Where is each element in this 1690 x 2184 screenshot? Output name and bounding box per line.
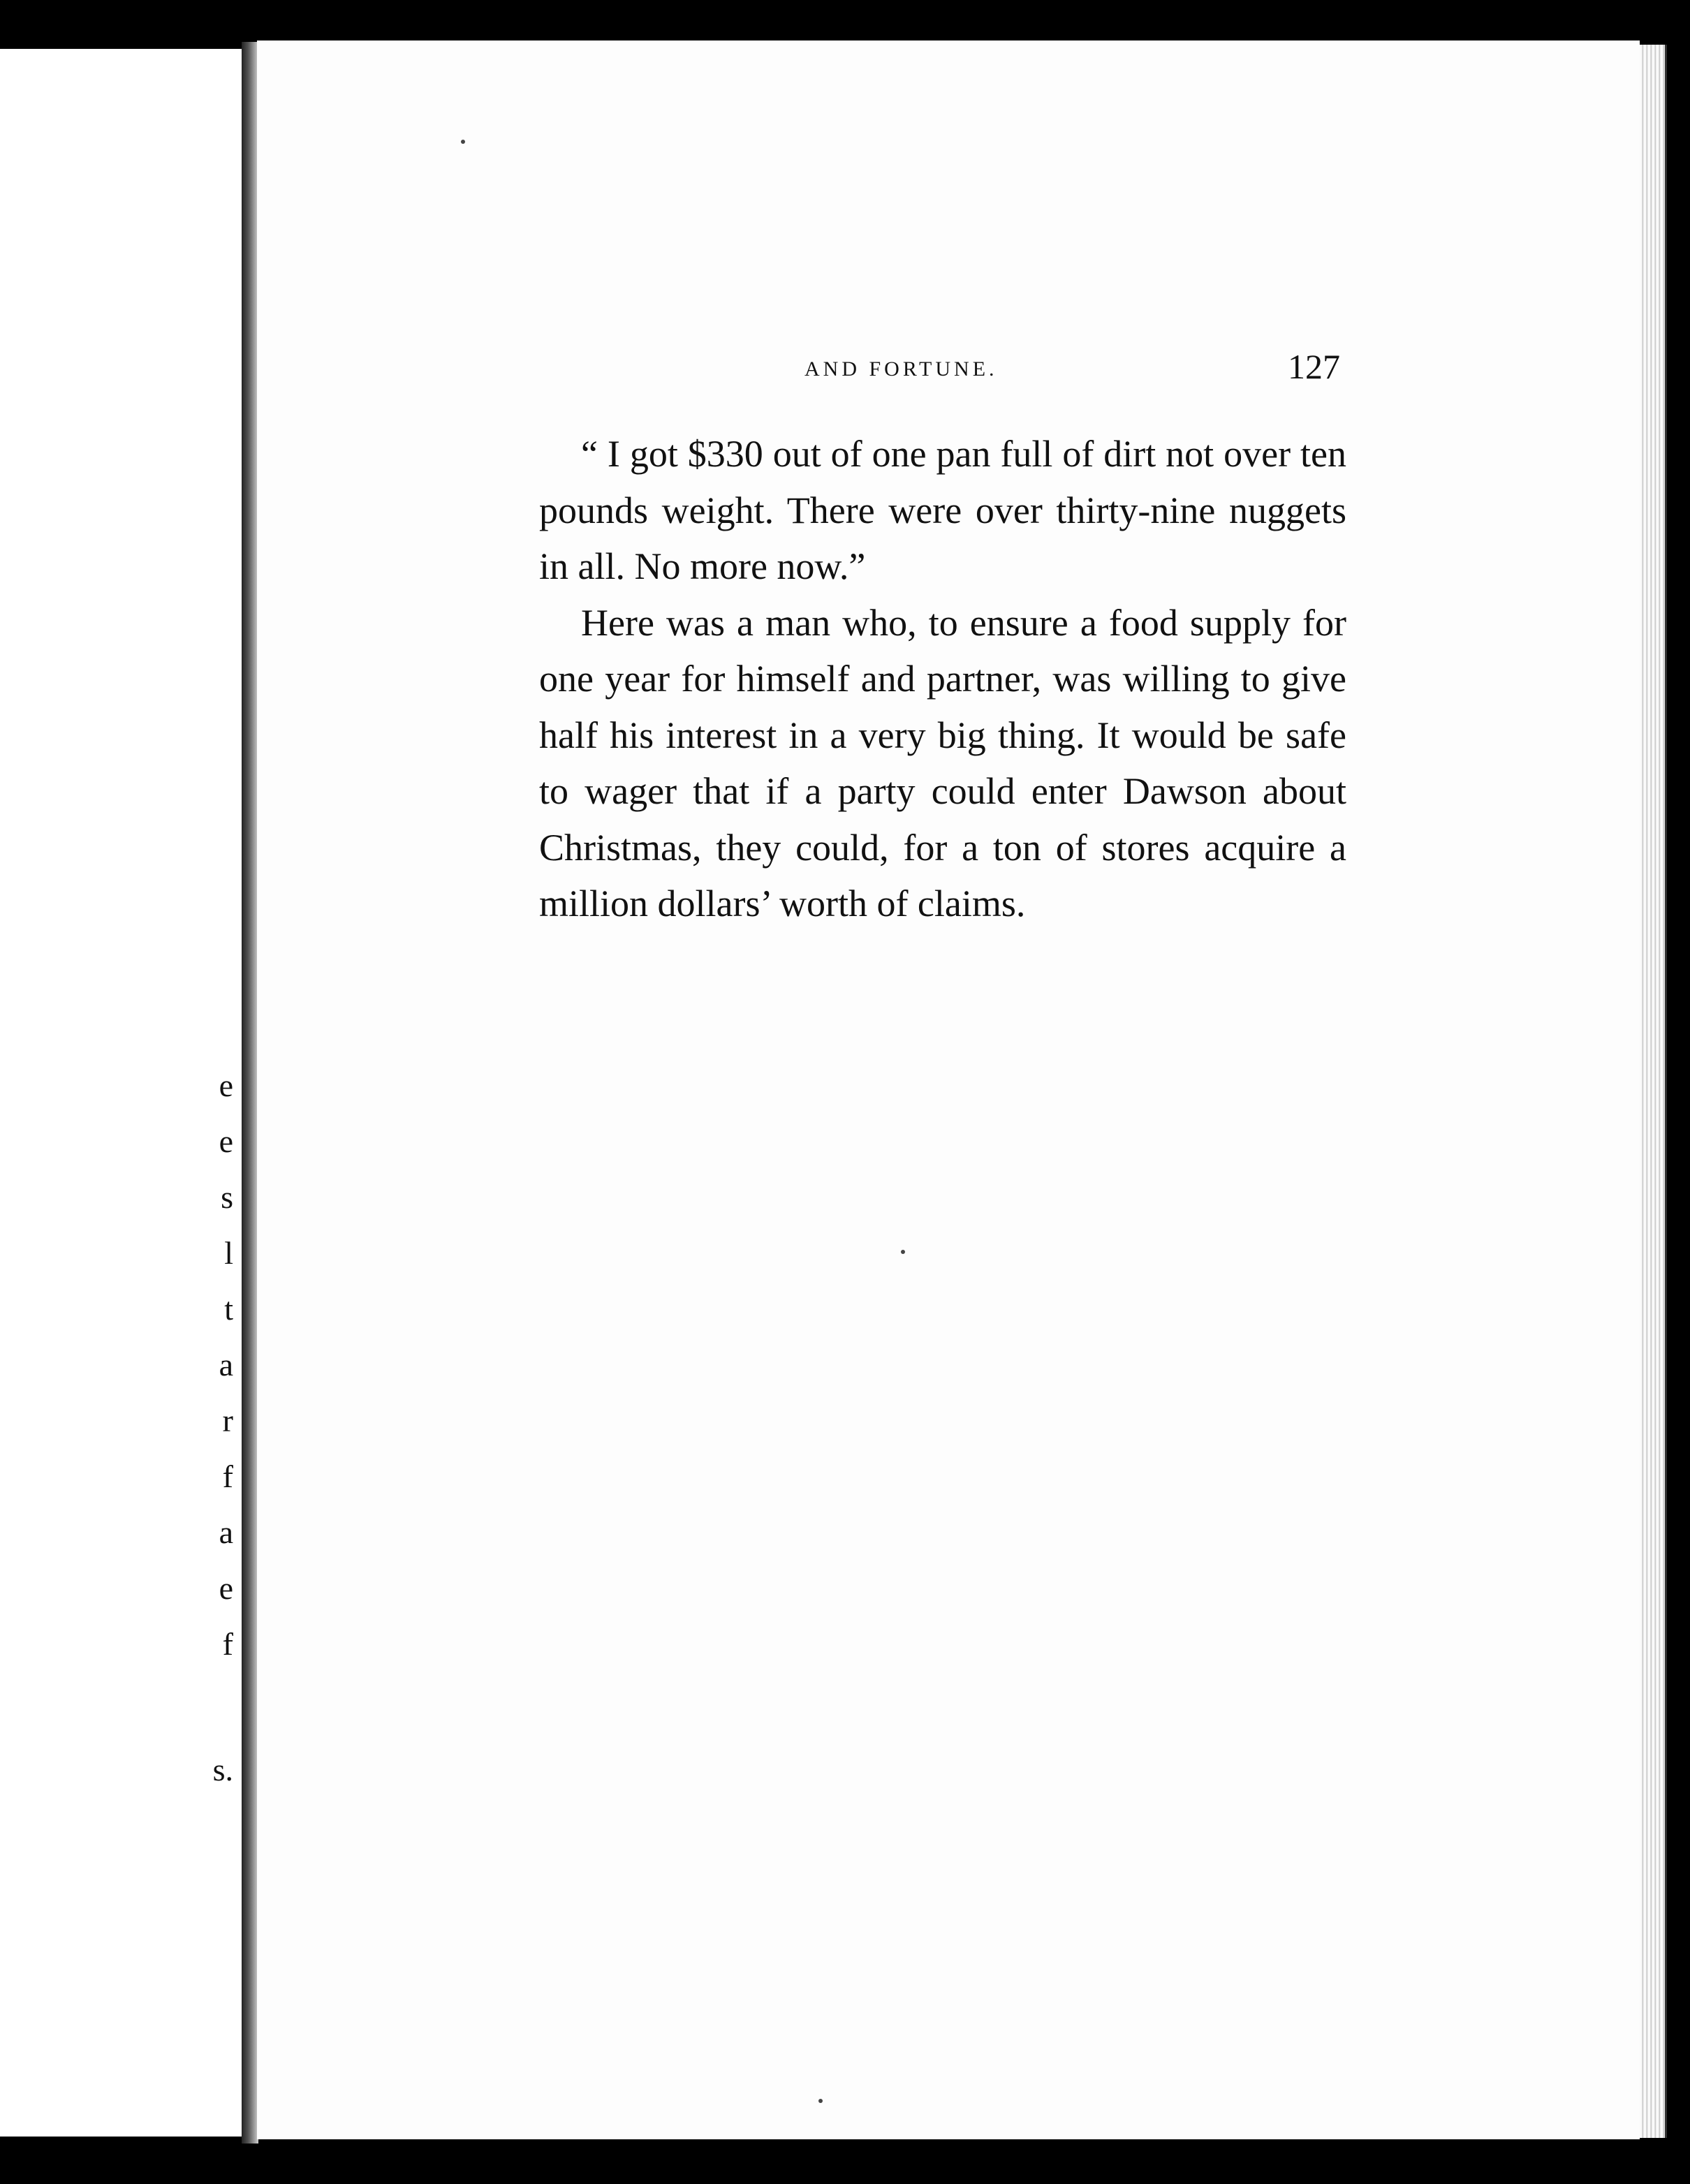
edge-letter: s. — [212, 1752, 233, 1787]
left-page-cropped-text — [212, 49, 233, 2137]
page-number: 127 — [1288, 347, 1340, 386]
edge-letter: f — [222, 1626, 233, 1662]
right-page — [257, 40, 1640, 2139]
scan-speck — [461, 140, 465, 144]
running-head: AND FORTUNE. — [804, 357, 998, 381]
edge-letter: t — [224, 1291, 233, 1327]
body-text — [539, 426, 1346, 932]
edge-letter: l — [224, 1235, 233, 1271]
edge-letter: f — [222, 1459, 233, 1494]
edge-letter: a — [219, 1347, 233, 1382]
scan-speck — [818, 2099, 823, 2103]
edge-letter: a — [219, 1514, 233, 1550]
paragraph: Here was a man who, to ensure a food supply for one year for himself and partner, was willing to give half his interest in a very big thing. It would be safe to wager that if a party could enter Dawson about Christmas, they could, for a ton of stores acquire a million dollars’ worth of claims. — [539, 601, 1346, 924]
left-facing-page — [0, 49, 244, 2137]
edge-letter: e — [219, 1570, 233, 1606]
edge-letter: s — [221, 1179, 233, 1215]
page-edge-stack — [1640, 45, 1667, 2138]
edge-letter: e — [219, 1123, 233, 1159]
edge-letter: e — [219, 1068, 233, 1103]
edge-letter: r — [222, 1403, 233, 1438]
paragraph: “ I got $330 out of one pan full of dirt not over ten pounds weight. There were over thirty-nine nuggets in all. No more now.” — [539, 433, 1346, 587]
scan-speck — [901, 1250, 905, 1254]
binding-gutter — [242, 42, 258, 2144]
